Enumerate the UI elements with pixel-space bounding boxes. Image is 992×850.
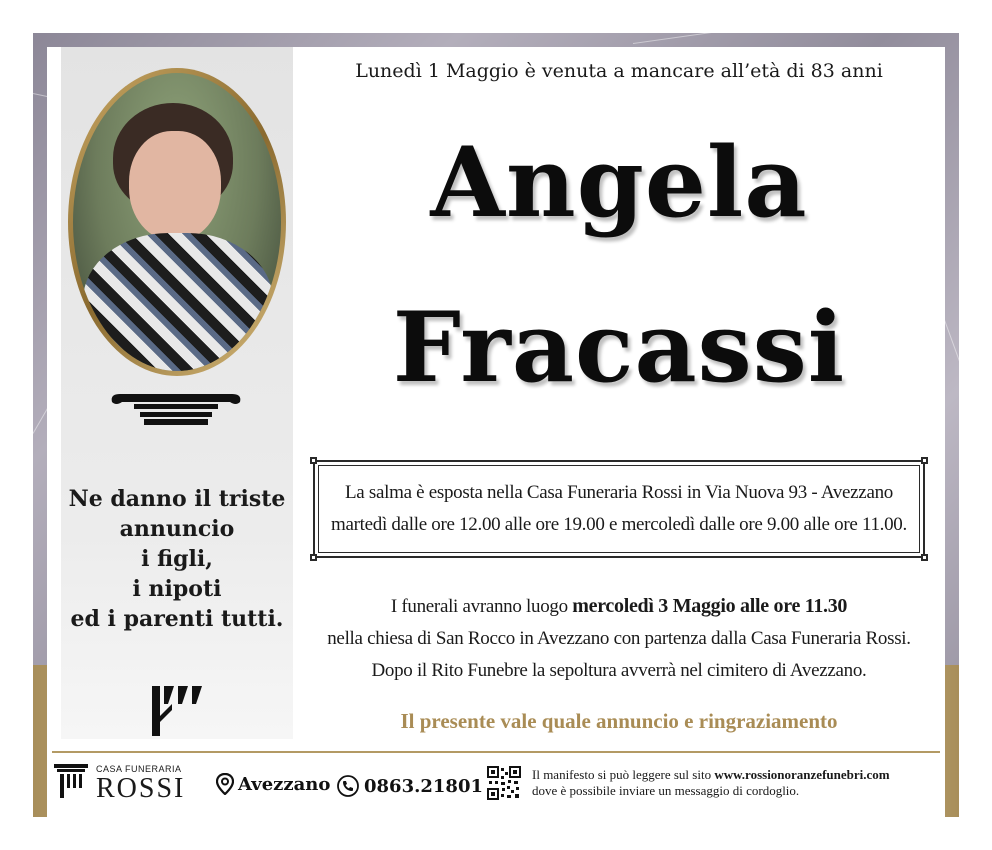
- funeral-line: Dopo il Rito Funebre la sepoltura avverrà nel cimitero di Avezzano.: [371, 660, 867, 681]
- announcement-line: i nipoti: [132, 576, 222, 602]
- online-note: [532, 767, 890, 799]
- announcement-text: [61, 484, 293, 634]
- funeral-line: nella chiesa di San Rocco in Avezzano con partenza dalla Casa Funeraria Rossi.: [327, 628, 911, 649]
- footer-divider: [52, 751, 940, 753]
- phone-icon: [337, 775, 359, 797]
- death-date-line: Lunedì 1 Maggio è venuta a mancare all’età di 83 anni: [355, 60, 883, 82]
- exposure-line: La salma è esposta nella Casa Funeraria Rossi in Via Nuova 93 - Avezzano: [345, 482, 893, 503]
- portrait-frame: [68, 68, 286, 376]
- announcement-line: ed i parenti tutti.: [70, 606, 284, 632]
- location: [216, 773, 330, 795]
- rossi-logo-mark-icon: [150, 686, 204, 736]
- announcement-line: Ne danno il triste: [68, 486, 286, 512]
- funeral-datetime: mercoledì 3 Maggio alle ore 11.30: [572, 595, 848, 617]
- location-pin-icon: [216, 773, 234, 795]
- exposure-box: [313, 460, 925, 558]
- phone[interactable]: [337, 775, 483, 797]
- website-link[interactable]: www.rossionoranzefunebri.com: [714, 767, 890, 782]
- thanks-line: Il presente vale quale annuncio e ringraziamento: [400, 709, 838, 733]
- announcement-line: annuncio: [119, 516, 235, 542]
- column-capital-icon: [110, 390, 242, 426]
- first-name: Angela: [430, 126, 808, 239]
- last-name: Fracassi: [392, 291, 846, 404]
- footer: [52, 760, 940, 810]
- funeral-line: I funerali avranno luogo: [390, 596, 573, 617]
- exposure-line: martedì dalle ore 12.00 alle ore 19.00 e mercoledì dalle ore 9.00 alle ore 11.00.: [331, 514, 907, 535]
- note-text: dove è possibile inviare un messaggio di cordoglio.: [532, 783, 800, 798]
- note-text: Il manifesto si può leggere sul sito: [532, 767, 715, 782]
- brand-name: ROSSI: [96, 773, 186, 804]
- phone-number: 0863.21801: [364, 775, 483, 797]
- pillar-icon: [54, 764, 88, 800]
- funeral-info: [300, 590, 938, 687]
- location-text: Avezzano: [238, 773, 331, 795]
- announcement-line: i figli,: [141, 546, 213, 572]
- brand-subtitle: CASA FUNERARIA: [96, 764, 182, 774]
- portrait-photo: [73, 73, 281, 371]
- rossi-logo: [52, 762, 202, 804]
- qr-code-icon[interactable]: [487, 766, 521, 800]
